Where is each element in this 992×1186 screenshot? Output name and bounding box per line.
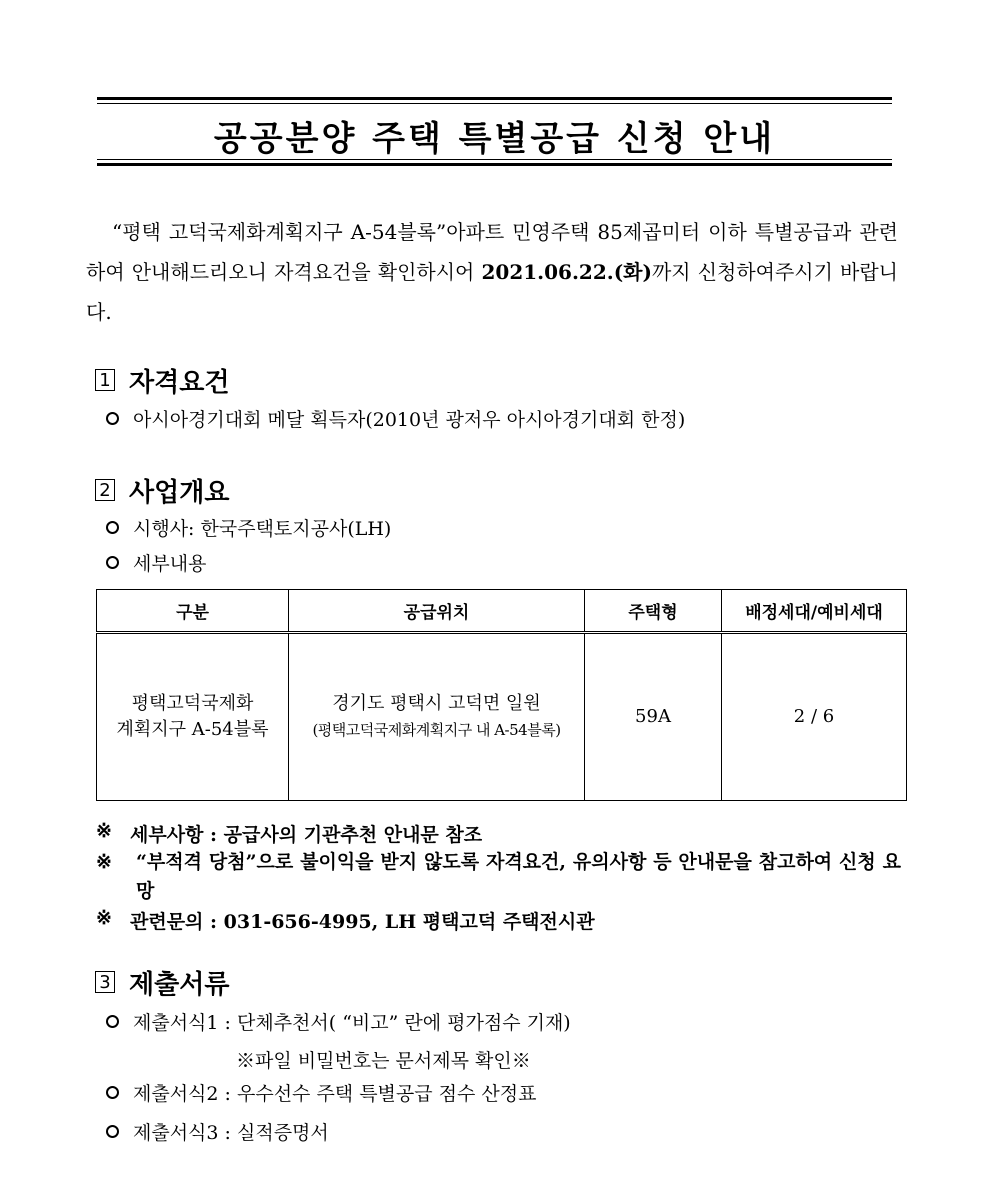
table-row <box>97 633 907 801</box>
division-line2: 계획지구 A-54블록 <box>116 719 269 740</box>
cell-location <box>289 633 585 801</box>
document-bullet-2 <box>106 1079 536 1106</box>
note-text: 관련문의 : 031-656-4995, LH 평택고덕 주택전시관 <box>130 911 595 933</box>
title-top-rule-thin <box>97 103 892 104</box>
header-units: 배정세대/예비세대 <box>722 590 907 633</box>
bullet-text: 세부내용 <box>133 553 207 575</box>
section-number-box: 2 <box>95 479 115 501</box>
password-note: ※파일 비밀번호는 문서제목 확인※ <box>236 1050 531 1072</box>
cell-units: 2 / 6 <box>722 633 907 801</box>
overview-bullet-operator <box>106 514 391 541</box>
document-bullet-1 <box>106 1008 571 1035</box>
note-mark: ※ <box>96 820 112 842</box>
eligibility-bullet <box>106 405 685 432</box>
intro-paragraph <box>86 212 898 332</box>
bullet-text: 아시아경기대회 메달 획득자(2010년 광저우 아시아경기대회 한정) <box>133 409 686 431</box>
division-line1: 평택고덕국제화 <box>131 693 254 714</box>
cell-division <box>97 633 289 801</box>
document-bullet-3 <box>106 1118 329 1145</box>
title-bottom-rule <box>97 163 892 166</box>
title-top-rule <box>97 97 892 100</box>
location-line1: 경기도 평택시 고덕면 일원 <box>332 693 541 714</box>
section-title: 제출서류 <box>129 969 230 1000</box>
deadline-date: 2021.06.22.(화) <box>481 260 652 284</box>
bullet-text: 제출서식1 : 단체추천서( “비고” 란에 평가점수 기재) <box>133 1012 571 1034</box>
circle-bullet-icon <box>106 412 119 425</box>
note-mark: ※ <box>96 907 112 929</box>
circle-bullet-icon <box>106 521 119 534</box>
bullet-text: 제출서식3 : 실적증명서 <box>133 1122 329 1144</box>
section-2-heading <box>95 474 229 506</box>
note-details <box>96 820 482 847</box>
location-line2: (평택고덕국제화계획지구 내 A-54블록) <box>312 721 561 739</box>
bullet-text: 시행사: 한국주택토지공사(LH) <box>133 518 392 540</box>
circle-bullet-icon <box>106 1015 119 1028</box>
section-title: 사업개요 <box>129 477 230 508</box>
note-text: 세부사항 : 공급사의 기관추천 안내문 참조 <box>130 824 483 846</box>
header-division: 구분 <box>97 590 289 633</box>
header-location: 공급위치 <box>289 590 585 633</box>
section-title: 자격요건 <box>129 367 230 398</box>
details-table <box>96 589 907 801</box>
title-bottom-rule-thin <box>97 159 892 160</box>
note-mark: ※ <box>96 851 112 873</box>
section-3-heading <box>95 966 229 998</box>
note-disqualify <box>96 848 901 906</box>
overview-bullet-details <box>106 549 206 576</box>
header-type: 주택형 <box>585 590 722 633</box>
intro-text-2: 까지 신청하여주시기 바랍니다. <box>86 260 898 324</box>
section-number-box: 1 <box>95 369 115 391</box>
bullet-text: 제출서식2 : 우수선수 주택 특별공급 점수 산정표 <box>133 1083 537 1105</box>
note-contact <box>96 907 595 934</box>
circle-bullet-icon <box>106 1086 119 1099</box>
section-1-heading <box>95 364 229 396</box>
section-number-box: 3 <box>95 971 115 993</box>
table-header-row <box>97 590 907 633</box>
intro-text-1: “평택 고덕국제화계획지구 A-54블록”아파트 민영주택 85제곱미터 이하 특별공급과 관련하여 안내해드리오니 자격요건을 확인하시어 <box>86 220 898 284</box>
circle-bullet-icon <box>106 556 119 569</box>
note-text: “부적격 당첨”으로 불이익을 받지 않도록 자격요건, 유의사항 등 안내문을 참고하여 신청 요망 <box>136 851 901 902</box>
cell-type: 59A <box>585 633 722 801</box>
title-block <box>97 97 892 167</box>
circle-bullet-icon <box>106 1125 119 1138</box>
page-title: 공공분양 주택 특별공급 신청 안내 <box>213 119 776 159</box>
